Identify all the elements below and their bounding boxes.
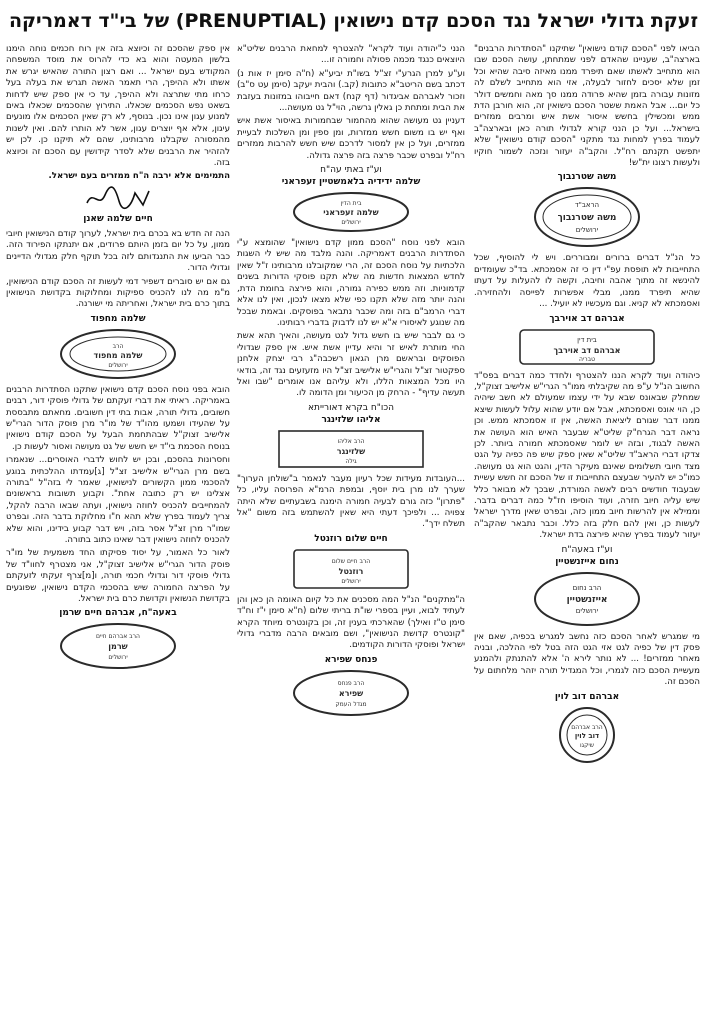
paragraph: לאור כל האמור, על יסוד פסיקתו החד משמעית של מו"ר פוסק הדור הגרי"ש אלישיב זצוק"ל, אני מצטרף לחוו"ד של גדולי פוסקי דור וגדולי חכמי תורה, ו[מ]צרף זעקתי לזעקתם על הפרצה החמורה שיש בהסכמי הקדם נישואין, שפוגעים בקדושת הנשואין וקדושת כרם בית ישראל. bbox=[6, 548, 230, 605]
paragraph: הובא לפני נוסח "הסכם ממון קדם נישואין" שהומצא ע"י הסתדרות הרבנים דאמריקה. והנה מלבד מה שיש לי השגות הלכתיות על נוסח הסכם זה, הרי שמקובלנו מרבותינו ז"ל שאין לחדש המצאות חדשות מה שלא תקנו פוסקי הדורות בשנים קדמוניות. וזה ממש כפירה גמורה, והוא פירצה בחומת הדת, והנה יותר מזה שלא תקנו כפי שלא מצאו לנכון, ואין לנו אלא דברי הרמב"ם בזה ומה שכבר נתבאר בפוסקים. ובאמת שבכל מה שנוגע לאיסורי א"א יש לנו לדבוק בדברי רבותינו. bbox=[237, 238, 465, 328]
signer-intro: וע"ז באעה"ח bbox=[561, 544, 613, 555]
svg-text:שלזינגר: שלזינגר bbox=[336, 446, 366, 456]
rabbinic-stamp bbox=[517, 327, 657, 367]
svg-text:הרב אברהם חיים: הרב אברהם חיים bbox=[96, 633, 140, 641]
svg-text:הרב נחום: הרב נחום bbox=[572, 583, 602, 592]
rabbinic-stamp bbox=[276, 428, 426, 470]
svg-text:הרב חיים שלום: הרב חיים שלום bbox=[331, 557, 371, 565]
paragraph: התמימים אלא ירבה ה"ח ממזרים בעם ישראל. bbox=[48, 171, 230, 182]
svg-text:דוב לוין: דוב לוין bbox=[574, 731, 600, 740]
signer-name: משה שטרנבוך bbox=[557, 172, 617, 183]
svg-text:שלמה מחפוד: שלמה מחפוד bbox=[93, 350, 143, 360]
svg-text:טבריה: טבריה bbox=[578, 355, 596, 363]
paragraph: וחסרונות בהסכם, ובכן יש לחוש לדברי האוסרים... שנאמרו בשם מרן הגרי"ש אלישיב זצ"ל [ג]עמדתו ההלכתית בנוגע להסכמי ממון הקשורים לנישואין, שאמר לי בזה"ל "בתורה אצלינו יש רק כתובה אחת". וקבוע תשובות בראשונים להמחייבים להכניס לחוזה נישואין, ועתה שבאו הרבה להקל, צריך לעמוד בפרץ שלא תהא ח"ו מחלוקת בדבר הזה. ובפרט שמו"ר מרן זצ"ל אסר בזה, ויש דבר קבוע בידינו, והוא שלא להכניס לחוזה נישואין דבר שאינו כתוב בתורה. bbox=[6, 455, 230, 545]
signer-name: שלמה מחפוד bbox=[90, 313, 146, 324]
paragraph: דעניין גט מעושה שהוא מהחמור שבחמורות באיסור אשת איש ואף יש בו משום חשש ממזרות, ומן ספין ומן השלכות לבעיית ממזרים, ועל כן אין למסור לדרכם שיש חשש להרבות ממזרים רח"ל ובפרט שכבר פרצה בזה פרצה גדולה. bbox=[237, 116, 465, 161]
paragraph: הנני כ"יהודה ועוד לקרא" להצטרף למחאת הרבנים שליט"א היוצאים כנגד מכמה פסולה וחמורה זו... bbox=[237, 44, 465, 66]
signer-name: באעה"ח, אברהם חיים שרמן bbox=[59, 608, 177, 619]
svg-text:משה שטרנבוך: משה שטרנבוך bbox=[557, 213, 617, 224]
svg-text:הרב אברהם: הרב אברהם bbox=[571, 723, 603, 731]
signer-intro: הכו"ח בקרא דאורייתא bbox=[308, 402, 394, 413]
signature-block bbox=[474, 691, 700, 765]
column-right bbox=[474, 44, 700, 1025]
signer-name: אברהם דב אוירבך bbox=[549, 313, 625, 324]
rabbinic-stamp bbox=[549, 705, 625, 765]
svg-text:רוזנטל: רוזנטל bbox=[338, 566, 364, 576]
signature-block bbox=[474, 313, 700, 367]
svg-text:ירושלים: ירושלים bbox=[341, 577, 361, 585]
paragraph: הנה זה חדש בא בכרם בית ישראל, לערוך קודם הנישואין חיובי ממון, על כל יום בזמן היותם פרודים, אם יתנתקו הפירוד הזה. כבר הביעו את התנגדותם לזה בכל תוקף חלק מגדולי הדיינים וגדולי הדור. bbox=[6, 228, 230, 274]
svg-text:שפירא: שפירא bbox=[338, 688, 364, 698]
rabbinic-stamp bbox=[58, 327, 178, 381]
signature-block bbox=[474, 544, 700, 628]
paragraph: הביאו לפני "הסכם קודם נישואין" שתיקנו "הסתדרות הרבנים" בארצה"ב, שעניינו שהאדם לפני שמתחתן, עושה הסכם שבו הוא מתחייב לאשתו שאם תיפרד ממנו מאיזה סיבה שהיא וכל זמן שלא יסכים לחזור לבעלה, אזי הוא מתחייב לשלם לה מזונות עבורה בזמן שהיא פרודה ממנו סך מאה וחמשים דולר כל יום... אבל האמת ששטר הסכם נישואין זה, הוא חורבן הדת ממש ומכשילין בחשש איסור אשת איש ומרבים ממזרים בישראל... ועל כן הנני קורא לגדולי תורה כאן וּבארצה"ב לעמוד בפרץ למחות נגד מתקני "הסכם קודם נישואין" שלא יתפשט תקנתם רח"ל. והקב"ה יעזור ונזכה לשמור חוקיו ולעשות רצונו ית"ש! bbox=[474, 44, 700, 169]
column-left bbox=[6, 44, 230, 1025]
signer-name: חיים שלמה שאנן bbox=[83, 213, 153, 224]
signer-name: פנחס שפירא bbox=[324, 654, 378, 665]
signer-intro: וע"ז באתי עה"ח bbox=[320, 165, 382, 176]
signer-name: אליהו שלזינגר bbox=[321, 414, 381, 425]
page-title: זעקת גדולי ישראל נגד הסכם קדם נישואין (PRENUPTIAL) של בי"ד דאמריקה bbox=[8, 10, 699, 32]
rabbinic-stamp bbox=[291, 547, 411, 591]
signature-block bbox=[6, 313, 230, 381]
paragraph: ה"מתקנים" הנ"ל המה מסכנים את כל קיום האומה הן כאן והן לעתיד לבוא, ועיין בספרי שו"ת בריתי שלום (ח"א סימן י"ז וח"ד סימן ט"ז ואילך) שהארכתי בענין זה, וכן בקונטרס מיוחד הקרא "קונטרס קדושת הנישואין", ושם מובאים הרבה מדברי גדולי ישראל ופוסקי הדורות הקודמים. bbox=[237, 594, 465, 651]
rabbinic-stamp bbox=[58, 621, 178, 671]
svg-text:גילה: גילה bbox=[345, 457, 357, 465]
paragraph: ...העובדות מעידות שכל רעיון מעבר לנאמר ב"שולחן הערוך" שערך לנו מרן בית יוסף, ובמפת הרמ"א הפרוסה עליו, כל "פתרון" כזה גורם לבעיה חמורה הימנה בשבעתיים שלא היתה צפויה ... ולפיכך דעתי היא שאין להשתמש בזה משום "אל תשלח ידך". bbox=[237, 473, 465, 530]
signature-block bbox=[237, 402, 465, 470]
paragraph: כל הנ"ל דברים ברורים ומבוררים. ויש לי להוסיף, שכל התחייבות לא תופסת עפ"י דין כי זה אסמכתא. בד"כ שעומדים להינשא זה מתוך אהבה וחיבה, וקשה לו להעלות על דעתו שהיא תיפרד ממנו, מבלי אפשרות לפייסה ולהחזירה. ואסמכתא לא קניא. וגם מעכשיו לא יועיל. ... bbox=[474, 253, 700, 310]
signer-name: שלמה ידידיה בלאמשטיין זעפראני bbox=[281, 177, 421, 188]
signer-name: נחום אייזנשטיין bbox=[555, 556, 619, 567]
signature-block bbox=[6, 607, 230, 671]
rabbinic-stamp bbox=[291, 190, 411, 234]
paragraph: כי גם לבבר שיש בו חשש גדול לגט מעושה, והאיך תהא אשת החי מותרת לאיש זר והיא עדיין אשת איש. אין ספק שגדולי הפוסקים ובראשם מרן הגאון רשכבה"ג רבי יצחק אלחנן ספקטור זצ"ל והגרי"ש אלישיב זצ"ל היו מזעזעים נגד זה, בודאי היו מכל המצאות הללו, ולא עליהם אנו אומרים "שבו ואל תעשה עדיף" - הרחק מן הכיעור ומן הדומה לו. bbox=[237, 331, 465, 399]
svg-text:שרמן: שרמן bbox=[108, 642, 128, 652]
signature-block bbox=[237, 164, 465, 234]
rabbinic-stamp bbox=[532, 185, 642, 249]
svg-text:הרב אליהו: הרב אליהו bbox=[337, 437, 365, 445]
svg-text:אברהם דב אוירבך: אברהם דב אוירבך bbox=[553, 345, 621, 355]
svg-text:שיקגו: שיקגו bbox=[580, 741, 594, 749]
rabbinic-stamp bbox=[532, 570, 642, 628]
svg-text:הרב: הרב bbox=[112, 342, 124, 350]
paragraph: כיהודה ועוד לקרא הננו להצטרף ולחדד כמה דברים בפס"ד החשוב הנ"ל ע"פ מה שקיבלתי ממו"ר הגרי"ש אלישיב זצוק"ל, שמחלק שבאונס שבא על ידי עצמו שמעולם לא חשב שיהיה כן, הוי אונס ואסמכתא, אבל אם יודע שהוא עלול לעשות שיצא ממנו דבר שגורם ליציאת האשה, אין זו אסמכתא ממש. וכן נראה דבר הגרח"ק שליט"א שבעבר האיש הוא העושה את האשה לבגוד, ובזה יש לומר שאסמכתא חמורה ביותר. לכן צדקו דברי הראב"ד שליט"א שאין ספק שיש פה כפיה על הגט מצד חיובי תשלומים שאינם מעיקר הדין, והגט הוא גט מעושה. כמו"כ יש להעיר שבעצם התחייבות זו של הסכם זה חשש עשיית שבעבוד חודשים רבים לאשה המורדת, שבכך לא מבואר כלל שיש עליה חיוב חזרה, ועוד הוסיפו חז"ל כמה דברים בדבר. וממילא אין להרשות חיוב ממון כזה, ובפרט שאין מדרך ישראל לעשות כן, ואין להם חלק בזה כלל. וכבר נתבאר שהקב"ה יעזור לעמוד בפרץ שהיא פירצה בדת ישראל. bbox=[474, 370, 700, 541]
svg-text:הרב פנחס: הרב פנחס bbox=[337, 679, 365, 687]
signature-block bbox=[6, 185, 230, 225]
signature-block bbox=[474, 171, 700, 249]
svg-text:אייזנשטיין: אייזנשטיין bbox=[566, 594, 608, 605]
svg-text:ירושלים: ירושלים bbox=[575, 226, 599, 235]
svg-text:ירושלים: ירושלים bbox=[108, 654, 128, 662]
handwritten-signature bbox=[83, 185, 153, 211]
signer-name: חיים שלום רוזנטל bbox=[314, 533, 388, 544]
signature-block bbox=[237, 654, 465, 718]
svg-text:בית הדין: בית הדין bbox=[340, 200, 362, 208]
signature-block bbox=[237, 533, 465, 591]
svg-text:שלמה זעפראני: שלמה זעפראני bbox=[323, 208, 379, 218]
svg-text:בית דין: בית דין bbox=[577, 335, 597, 344]
svg-text:מגדל העמק: מגדל העמק bbox=[335, 700, 367, 708]
column-middle bbox=[237, 44, 465, 1025]
svg-text:הראב"ד: הראב"ד bbox=[574, 201, 600, 210]
rabbinic-stamp bbox=[291, 668, 411, 718]
svg-text:ירושלים: ירושלים bbox=[108, 361, 128, 369]
paragraph: מי שמגרש לאחר הסכם כזה נחשב למגרש בכפיה, שאם אין פסק דין של כפיה לגט אזי הגט הזה בטל לפי ההלכה, ובניה מאחר ממזרים! ... לא נותר לירא ה' אלא להתנתק ולהמנע מעשיית הסכם כזה לגמרי, וכל המגדיל תורה יזהר מלחתום על הסכם זה. bbox=[474, 631, 700, 688]
paragraph: הובא בפני נוסח הסכם קדם נישואין שתקנו הסתדרות הרבנים באמריקה. ראיתי את דברי זעקתם של גדולי פוסקי דור, רבנים חשובים, גדולי תורה, אבות בתי דין חשובים. מחאתם מתבססת על שהעידו ושמעו מהו"ד של מו"ר מרן פוסק הדור הגרי"ש אלישיב זצוק"ל שבהתחמת הבעל על הסכם קודם נישואין בנוסח הסכמת בי"ד יש חשש של גט מעושה ואסור לעשות כן. bbox=[6, 384, 230, 452]
paragraph: אין ספק שהסכם זה וכיוצא בזה אין רוח חכמים נוחה הימנו בלשון המעטה והוא בא כדי להרוס את מוסד המשפחה המקודש בעם ישראל ... ואם רצון התורה שהאיש יגרש את אשתו ולא ההיפך, הרי תאמר האשה תגרש את בעלה בעל כרחו מתי שתרצה ולא ההיפך, עד כי אין ספק שיש לדחות בשאט נפש הסכמים שכאלו. התירוץ שהסכמים שכאלו באים למנוע עגון אינו נכון. בנוסף, לא רק שאין הסכמים אלו מונעים עיגון, אלא אף יוצרים עגון, אשר לא הותרו להם. ואין לשנות מהמסורה שקבלנו מרבותינו, שהם לא תיקנו כן. לכן יש להזהיר את הרבנים שלא לסדר קידושין עם הסכם זה וכיוצא בזה. bbox=[6, 44, 230, 169]
signer-name: אברהם דוב לוין bbox=[554, 691, 620, 702]
paragraph: וע"ע למרן הגרע"י זצ"ל בשו"ת יביע"א (ח"ה סימן יז אות נ) דכתב בשם הריטב"א כתובות (קב.) והבית יעקב (סימן עט ס"ב) וזכור לאברהם אביגדור (דף קנח) דאם חייבוהו במזונות בעזבת את הבית ומתחת כן גאלין גרשה, הוי"ל גט מעושה... bbox=[237, 68, 465, 114]
paragraph: גם אם יש סוברים דשפיר דמי לעשות זה הסכם קודם הנישואין, מ"מ מה לנו להכניס ספיקות ומחלוקות בקדושת הנישואין בתוך כרם בית ישראל, ואחריתה מי ישורנה. bbox=[6, 276, 230, 310]
svg-text:ירושלים: ירושלים bbox=[341, 219, 361, 227]
svg-text:ירושלים: ירושלים bbox=[575, 606, 599, 615]
